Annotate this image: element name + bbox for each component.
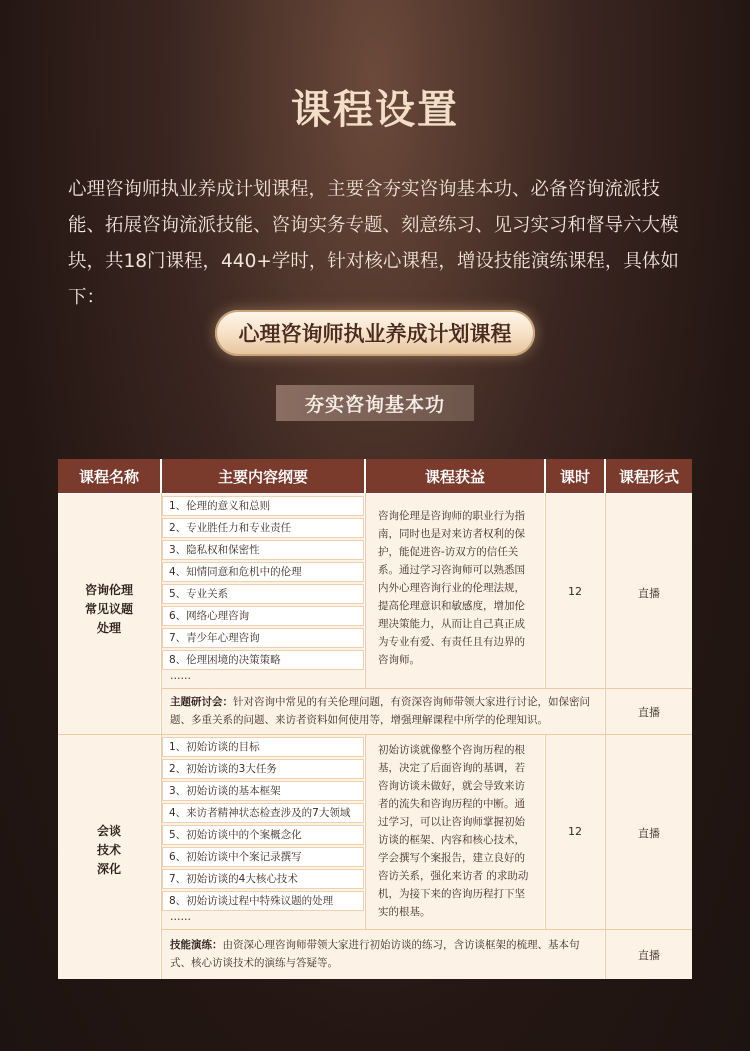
note-text: 由资深心理咨询师带领大家进行初始访谈的练习，含访谈框架的梳理、基本句式、核心访谈技术的演练与答疑等。 — [170, 939, 580, 969]
header-benefit: 课程获益 — [366, 459, 544, 493]
content-item: 6、网络心理咨询 — [162, 606, 364, 626]
course-benefit: 初始访谈就像整个咨询历程的根基，决定了后面咨询的基调，若咨询访谈未做好，就会导致来访者的流失和咨询历程的中断。通过学习，可以让咨询师掌握初始访谈的框架、内容和核心技术，学会撰写个案报告，建立良好的咨访关系，强化来访者 的求助动机，为接下来的咨询历程打下坚实的根基。 — [378, 744, 529, 918]
course-benefit: 咨询伦理是咨询师的职业行为指南，同时也是对来访者权利的保护，能促进咨-访双方的信任关系。通过学习咨询师可以熟悉国内外心理咨询行业的伦理法规，提高伦理意识和敏感度，增加伦理决策能力，从而让自己真正成为专业有爱、有责任且有边界的咨询师。 — [378, 510, 525, 666]
course-hours: 12 — [568, 585, 582, 598]
content-item: 2、专业胜任力和专业责任 — [162, 518, 364, 538]
course-name-line: 技术 — [96, 843, 121, 857]
course-name — [58, 581, 160, 638]
module-title: 夯实咨询基本功 — [276, 385, 474, 421]
content-item: 8、初始访谈过程中特殊议题的处理 — [162, 891, 364, 911]
content-item: 4、知情同意和危机中的伦理 — [162, 562, 364, 582]
course-name-line: 常见议题 — [84, 602, 133, 616]
content-item: 2、初始访谈的3大任务 — [162, 759, 364, 779]
page-title: 课程设置 — [291, 86, 459, 133]
content-item: 7、初始访谈的4大核心技术 — [162, 869, 364, 889]
course-note — [170, 936, 595, 972]
course-table — [58, 459, 692, 979]
content-item: 7、青少年心理咨询 — [162, 628, 364, 648]
content-item: 8、伦理困境的决策策略 — [162, 650, 364, 670]
header-course-name: 课程名称 — [58, 459, 160, 493]
note-format: 直播 — [638, 949, 660, 962]
content-item: 3、初始访谈的基本框架 — [162, 781, 364, 801]
content-item: 5、专业关系 — [162, 584, 364, 604]
course-note — [170, 693, 595, 729]
course-format: 直播 — [638, 827, 660, 840]
content-item: 5、初始访谈中的个案概念化 — [162, 825, 364, 845]
course-name-line: 会谈 — [96, 824, 121, 838]
header-hours: 课时 — [546, 459, 604, 493]
content-item: 1、伦理的意义和总则 — [162, 496, 364, 516]
course-name-line: 咨询伦理 — [84, 583, 133, 597]
course-hours: 12 — [568, 825, 582, 838]
course-name-line: 深化 — [96, 862, 121, 876]
content-item: 3、隐私权和保密性 — [162, 540, 364, 560]
header-content: 主要内容纲要 — [162, 459, 364, 493]
header-format: 课程形式 — [606, 459, 692, 493]
content-item: 1、初始访谈的目标 — [162, 737, 364, 757]
course-name-line: 处理 — [96, 621, 121, 635]
course-name — [58, 822, 160, 879]
note-label: 主题研讨会： — [170, 696, 233, 708]
program-title-badge: 心理咨询师执业养成计划课程 — [215, 310, 535, 356]
content-ellipsis: …… — [170, 911, 191, 923]
note-label: 技能演练： — [170, 939, 223, 951]
content-item: 6、初始访谈中个案记录撰写 — [162, 847, 364, 867]
note-text: 针对咨询中常见的有关伦理问题，有资深咨询师带领大家进行讨论，如保密问题、多重关系的问题、来访者资料如何使用等，增强理解课程中所学的伦理知识。 — [170, 696, 590, 726]
course-format: 直播 — [638, 587, 660, 600]
intro-paragraph: 心理咨询师执业养成计划课程，主要含夯实咨询基本功、必备咨询流派技能、拓展咨询流派技能、咨询实务专题、刻意练习、见习实习和督导六大模块，共18门课程，440+学时，针对核心课程，增设技能演练课程，具体如下： — [68, 179, 679, 308]
content-item: 4、来访者精神状态检查涉及的7大领域 — [162, 803, 364, 823]
note-format: 直播 — [638, 706, 660, 719]
content-ellipsis: …… — [170, 670, 191, 682]
